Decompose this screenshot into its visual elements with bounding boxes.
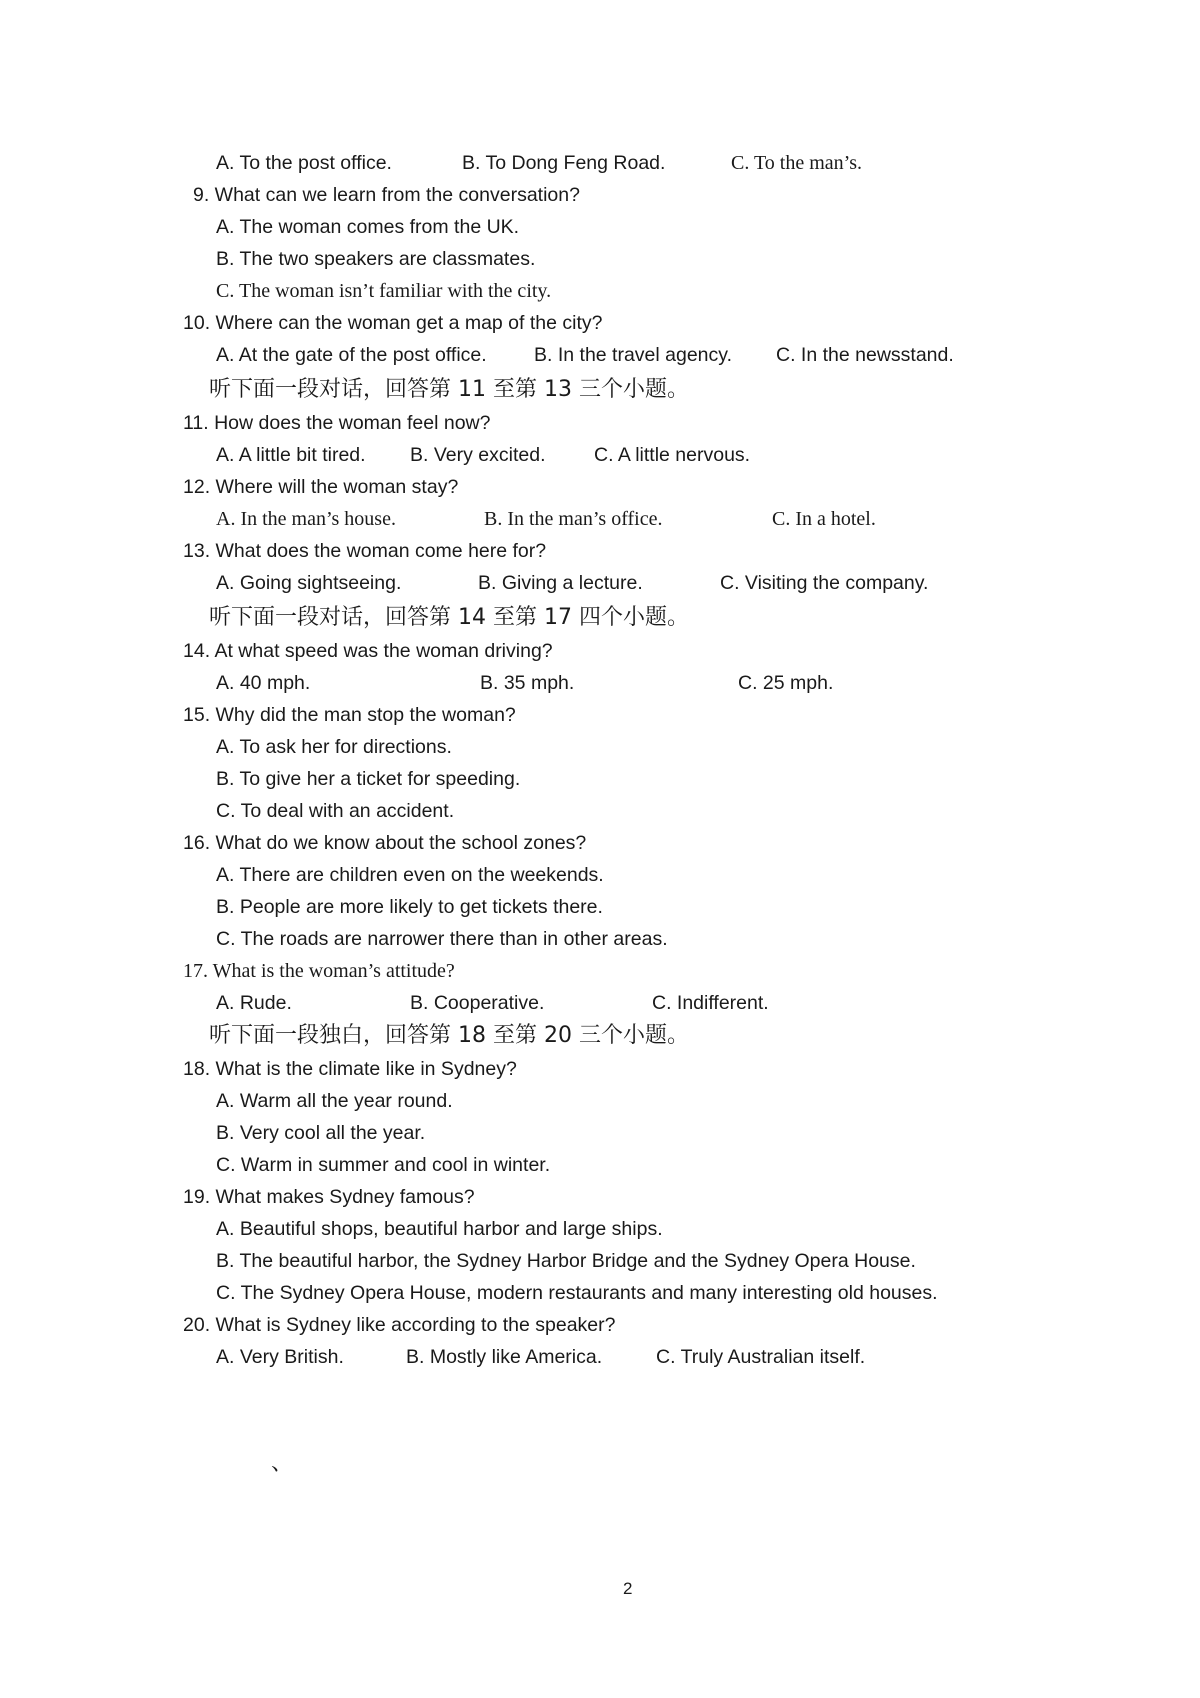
q12-option-b: B. In the man’s office. [484, 508, 663, 530]
q16-option-c: C. The roads are narrower there than in other areas. [216, 928, 668, 950]
q13-stem: 13. What does the woman come here for? [183, 540, 547, 562]
q19-option-c: C. The Sydney Opera House, modern restaurants and many interesting old houses. [216, 1282, 938, 1304]
q17-option-a: A. Rude. [216, 992, 292, 1014]
q18-stem: 18. What is the climate like in Sydney? [183, 1058, 517, 1080]
q15-option-c: C. To deal with an accident. [216, 800, 455, 822]
q10-option-a: A. At the gate of the post office. [216, 344, 487, 366]
section-heading-11-13: 听下面一段对话，回答第 11 至第 13 三个小题。 [209, 377, 689, 402]
q16-option-b: B. People are more likely to get tickets there. [216, 896, 603, 918]
q19-option-b: B. The beautiful harbor, the Sydney Harbor Bridge and the Sydney Opera House. [216, 1250, 916, 1272]
q20-option-a: A. Very British. [216, 1346, 344, 1368]
q11-option-c: C. A little nervous. [594, 444, 751, 466]
q17-option-b: B. Cooperative. [410, 992, 545, 1014]
q9-option-a: A. The woman comes from the UK. [216, 216, 520, 238]
q16-option-a: A. There are children even on the weekends. [216, 864, 604, 886]
q17-option-c: C. Indifferent. [652, 992, 769, 1014]
q20-option-c: C. Truly Australian itself. [656, 1346, 866, 1368]
q13-option-a: A. Going sightseeing. [216, 572, 402, 594]
stray-mark: 、 [271, 1450, 294, 1475]
section-heading-14-17: 听下面一段对话，回答第 14 至第 17 四个小题。 [209, 605, 689, 630]
q12-option-a: A. In the man’s house. [216, 508, 396, 530]
q10-option-c: C. In the newsstand. [776, 344, 954, 366]
section-heading-18-20: 听下面一段独白，回答第 18 至第 20 三个小题。 [209, 1023, 689, 1048]
q14-option-c: C. 25 mph. [738, 672, 834, 694]
q13-option-b: B. Giving a lecture. [478, 572, 643, 594]
q9-stem: 9. What can we learn from the conversation? [193, 184, 580, 206]
q11-option-b: B. Very excited. [410, 444, 546, 466]
q14-stem: 14. At what speed was the woman driving? [183, 640, 553, 662]
q10-option-b: B. In the travel agency. [534, 344, 732, 366]
q20-stem: 20. What is Sydney like according to the speaker? [183, 1314, 616, 1336]
q11-stem: 11. How does the woman feel now? [183, 412, 491, 434]
q15-option-b: B. To give her a ticket for speeding. [216, 768, 521, 790]
q14-option-b: B. 35 mph. [480, 672, 575, 694]
q12-option-c: C. In a hotel. [772, 508, 876, 530]
q20-option-b: B. Mostly like America. [406, 1346, 603, 1368]
q18-option-c: C. Warm in summer and cool in winter. [216, 1154, 551, 1176]
page-number: 2 [623, 1579, 633, 1598]
q13-option-c: C. Visiting the company. [720, 572, 929, 594]
q8-option-b: B. To Dong Feng Road. [462, 152, 666, 174]
q10-stem: 10. Where can the woman get a map of the city? [183, 312, 603, 334]
q18-option-b: B. Very cool all the year. [216, 1122, 426, 1144]
q19-option-a: A. Beautiful shops, beautiful harbor and large ships. [216, 1218, 663, 1240]
q15-stem: 15. Why did the man stop the woman? [183, 704, 516, 726]
q14-option-a: A. 40 mph. [216, 672, 311, 694]
q11-option-a: A. A little bit tired. [216, 444, 366, 466]
q18-option-a: A. Warm all the year round. [216, 1090, 453, 1112]
q16-stem: 16. What do we know about the school zones? [183, 832, 587, 854]
q9-option-b: B. The two speakers are classmates. [216, 248, 536, 270]
q8-option-c: C. To the man’s. [731, 152, 863, 174]
q15-option-a: A. To ask her for directions. [216, 736, 452, 758]
q8-option-a: A. To the post office. [216, 152, 392, 174]
q12-stem: 12. Where will the woman stay? [183, 476, 459, 498]
q19-stem: 19. What makes Sydney famous? [183, 1186, 475, 1208]
q9-option-c: C. The woman isn’t familiar with the city. [216, 280, 552, 302]
q17-stem: 17. What is the woman’s attitude? [183, 960, 455, 982]
